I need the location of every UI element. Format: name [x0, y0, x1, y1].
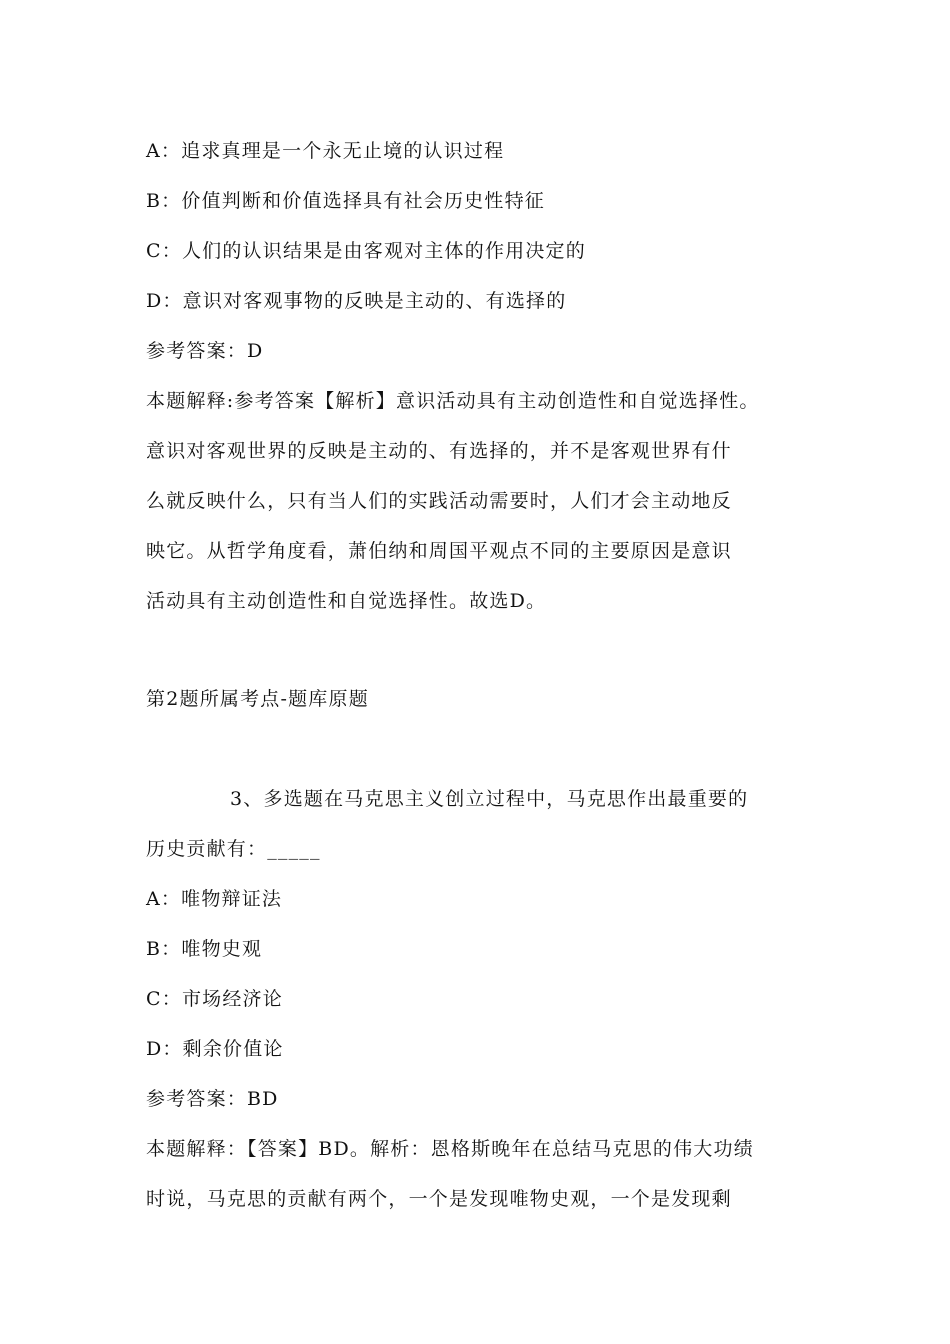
q3-option-d: D：剩余价值论: [146, 1038, 284, 1060]
q3-answer: 参考答案：BD: [146, 1088, 279, 1110]
q3-option-a: A：唯物辩证法: [146, 888, 283, 910]
q3-explanation-line: 时说，马克思的贡献有两个，一个是发现唯物史观，一个是发现剩: [146, 1188, 732, 1210]
q2-explanation-line: 意识对客观世界的反映是主动的、有选择的，并不是客观世界有什: [146, 440, 732, 462]
q3-stem-line: 历史贡献有：_____: [146, 838, 321, 860]
q3-stem-line: 3、多选题在马克思主义创立过程中，马克思作出最重要的: [230, 788, 749, 810]
q2-option-c: C：人们的认识结果是由客观对主体的作用决定的: [146, 240, 586, 262]
q2-explanation-line: 映它。从哲学角度看，萧伯纳和周国平观点不同的主要原因是意识: [146, 540, 732, 562]
q2-topic-note: 第2题所属考点-题库原题: [146, 688, 369, 710]
q2-explanation-line: 活动具有主动创造性和自觉选择性。故选D。: [146, 590, 547, 612]
q2-option-a: A：追求真理是一个永无止境的认识过程: [146, 140, 505, 162]
q2-explanation-line: 么就反映什么，只有当人们的实践活动需要时，人们才会主动地反: [146, 490, 732, 512]
q3-option-c: C：市场经济论: [146, 988, 283, 1010]
q2-answer: 参考答案：D: [146, 340, 264, 362]
q2-option-b: B：价值判断和价值选择具有社会历史性特征: [146, 190, 545, 212]
q3-option-b: B：唯物史观: [146, 938, 263, 960]
q2-option-d: D：意识对客观事物的反映是主动的、有选择的: [146, 290, 567, 312]
q3-explanation-line: 本题解释：【答案】BD。解析：恩格斯晚年在总结马克思的伟大功绩: [146, 1138, 754, 1160]
q2-explanation-line: 本题解释:参考答案【解析】意识活动具有主动创造性和自觉选择性。: [146, 390, 760, 412]
